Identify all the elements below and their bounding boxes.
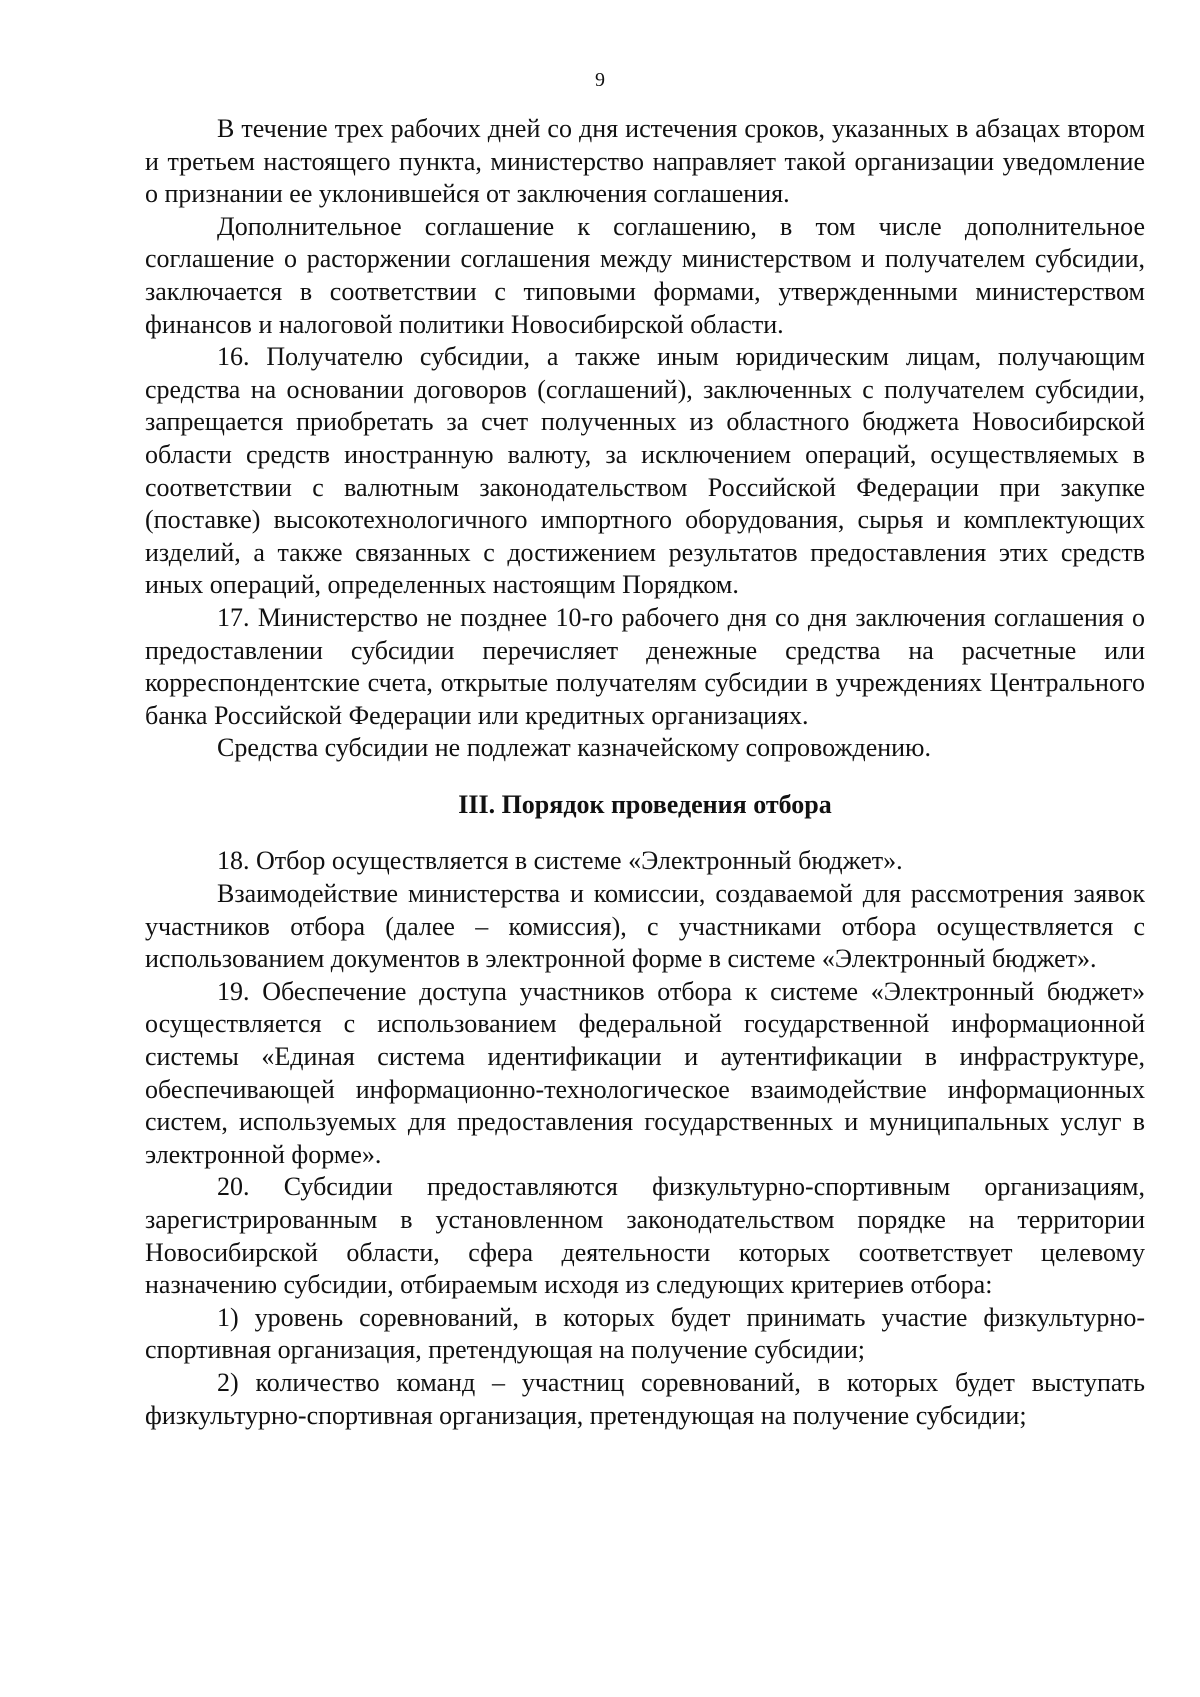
paragraph-deadline-notice: В течение трех рабочих дней со дня истечения сроков, указанных в абзацах втором и третьем настоящего пункта, министерство направляет такой организации уведомление о признании ее уклонившейся от заключения соглашения. bbox=[145, 114, 1145, 209]
paragraph-criterion-1: 1) уровень соревнований, в которых будет принимать участие физкультурно-спортивная организация, претендующая на получение субсидии; bbox=[145, 1302, 1145, 1365]
paragraph-item-20: 20. Субсидии предоставляются физкультурно-спортивным организациям, зарегистрированным в установленном законодательством порядке на территории Новосибирской области, сфера деятельности которых соответствует целевому назначению субсидии, отбираемым исходя из следующих критериев отбора: bbox=[145, 1172, 1145, 1300]
paragraph-additional-agreement: Дополнительное соглашение к соглашению, в том числе дополнительное соглашение о расторжении соглашения между министерством и получателем субсидии, заключается в соответствии с типовыми формами, утвержденными министерством финансов и налоговой политики Новосибирской области. bbox=[145, 211, 1145, 339]
section-heading: III. Порядок проведения отбора bbox=[458, 789, 832, 819]
page-number: 9 bbox=[595, 69, 605, 91]
document-body bbox=[145, 113, 1145, 1432]
paragraph-item-18: 18. Отбор осуществляется в системе «Электронный бюджет». bbox=[217, 846, 903, 876]
paragraph-item-19: 19. Обеспечение доступа участников отбора к системе «Электронный бюджет» осуществляется с использованием федеральной государственной информационной системы «Единая система идентификации и аутентификации в инфраструктуре, обеспечивающей информационно-технологическое взаимодействие информационных систем, используемых для предоставления государственных и муниципальных услуг в электронной форме». bbox=[145, 976, 1145, 1169]
paragraph-item-17: 17. Министерство не позднее 10-го рабочего дня со дня заключения соглашения о предоставлении субсидии перечисляет денежные средства на расчетные или корреспондентские счета, открытые получателям субсидии в учреждениях Центрального банка Российской Федерации или кредитных организациях. bbox=[145, 602, 1145, 730]
paragraph-item-16: 16. Получателю субсидии, а также иным юридическим лицам, получающим средства на основании договоров (соглашений), заключенных с получателем субсидии, запрещается приобретать за счет полученных из областного бюджета Новосибирской области средств иностранную валюту, за исключением операций, осуществляемых в соответствии с валютным законодательством Российской Федерации при закупке (поставке) высокотехнологичного импортного оборудования, сырья и комплектующих изделий, а также связанных с достижением результатов предоставления этих средств иных операций, определенных настоящим Порядком. bbox=[145, 342, 1145, 600]
paragraph-interaction: Взаимодействие министерства и комиссии, создаваемой для рассмотрения заявок участников отбора (далее – комиссия), с участниками отбора осуществляется с использованием документов в электронной форме в системе «Электронный бюджет». bbox=[145, 879, 1145, 974]
paragraph-criterion-2: 2) количество команд – участниц соревнований, в которых будет выступать физкультурно-спортивная организация, претендующая на получение субсидии; bbox=[145, 1367, 1145, 1430]
paragraph-treasury-note: Средства субсидии не подлежат казначейскому сопровождению. bbox=[217, 733, 931, 763]
